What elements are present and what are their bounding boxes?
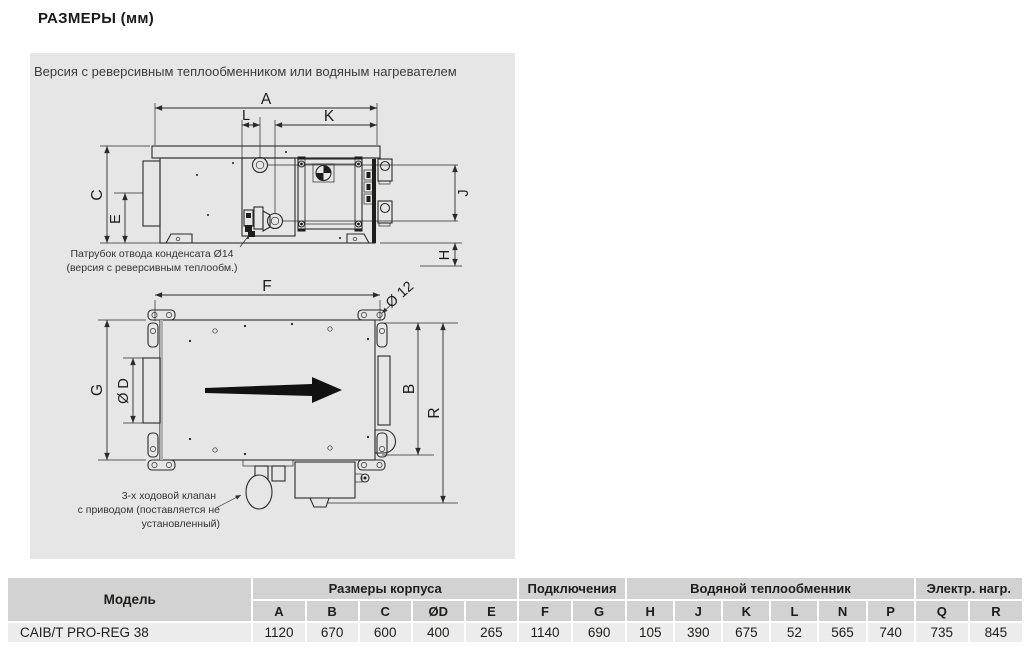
dim-label-e: E (108, 214, 124, 224)
valve-note (78, 490, 241, 530)
water-connections (378, 159, 392, 226)
condensate-note (66, 234, 250, 274)
valve-note-line3: установленный) (141, 518, 220, 530)
mounting-hole-label: Ø 12 (382, 278, 418, 312)
dim-label-g: G (89, 383, 106, 397)
column-header-g: G (573, 601, 625, 621)
value-cell-n: 565 (819, 623, 865, 642)
dim-label-h: H (437, 249, 453, 261)
value-cell-j: 390 (675, 623, 721, 642)
column-header-k: K (723, 601, 769, 621)
value-cell-h: 105 (627, 623, 673, 642)
column-header-b: B (307, 601, 358, 621)
value-cell-b: 670 (307, 623, 358, 642)
access-door (298, 157, 363, 232)
column-header-od: ØD (413, 601, 464, 621)
value-cell-f: 1140 (519, 623, 571, 642)
dim-label-f: F (262, 278, 272, 295)
drawing-panel (30, 53, 515, 559)
table-row (8, 623, 1022, 642)
fan-vent-icon (313, 164, 334, 182)
group-header-electric-heater: Электр. нагр. (916, 578, 1022, 599)
column-header-e: E (466, 601, 517, 621)
column-header-l: L (771, 601, 817, 621)
dim-label-a: A (260, 91, 272, 108)
valve-note-line2: с приводом (поставляется не (77, 504, 220, 516)
model-column-header: Модель (8, 578, 251, 621)
value-cell-a: 1120 (253, 623, 304, 642)
valve-actuator (246, 475, 272, 509)
top-view-drawing (78, 278, 458, 530)
valve-note-line1: 3-х ходовой клапан (121, 490, 216, 502)
side-view-drawing (66, 91, 472, 274)
condensate-note-line1: Патрубок отвода конденсата Ø14 (70, 248, 234, 260)
side-view-dimensions (89, 91, 472, 266)
column-header-q: Q (916, 601, 968, 621)
value-cell-r: 845 (970, 623, 1022, 642)
dim-label-c: C (89, 189, 106, 201)
condensate-note-line2: (версия с реверсивным теплообм.) (66, 262, 238, 274)
value-cell-od: 400 (413, 623, 464, 642)
terminal-blocks (364, 170, 373, 204)
dim-label-b: B (401, 383, 418, 395)
value-cell-c: 600 (360, 623, 411, 642)
group-header-body-dimensions: Размеры корпуса (253, 578, 517, 599)
column-header-h: H (627, 601, 673, 621)
column-header-p: P (868, 601, 914, 621)
value-cell-p: 740 (868, 623, 914, 642)
column-header-c: C (360, 601, 411, 621)
value-cell-g: 690 (573, 623, 625, 642)
page-title: РАЗМЕРЫ (мм) (38, 10, 155, 27)
valve-assembly (243, 460, 369, 509)
dim-label-j: J (456, 189, 472, 197)
technical-drawing (30, 83, 515, 559)
dim-label-k: K (323, 108, 335, 125)
model-name-cell: CAIB/T PRO-REG 38 (8, 623, 251, 642)
dim-label-r: R (426, 407, 443, 419)
value-cell-q: 735 (916, 623, 968, 642)
column-header-a: A (253, 601, 304, 621)
column-header-n: N (819, 601, 865, 621)
dim-label-l: L (241, 108, 251, 124)
value-cell-e: 265 (466, 623, 517, 642)
group-header-connections: Подключения (519, 578, 625, 599)
value-cell-k: 675 (723, 623, 769, 642)
column-header-r: R (970, 601, 1022, 621)
dimensions-table (6, 576, 1024, 644)
dim-label-od: Ø D (116, 378, 132, 404)
column-header-j: J (675, 601, 721, 621)
condensate-drain-assembly (244, 207, 270, 237)
value-cell-l: 52 (771, 623, 817, 642)
drawing-panel-title: Версия с реверсивным теплообменником или водяным нагревателем (34, 64, 457, 79)
top-view-dimensions-left (89, 320, 160, 460)
column-header-f: F (519, 601, 571, 621)
group-header-water-exchanger: Водяной теплообменник (627, 578, 914, 599)
